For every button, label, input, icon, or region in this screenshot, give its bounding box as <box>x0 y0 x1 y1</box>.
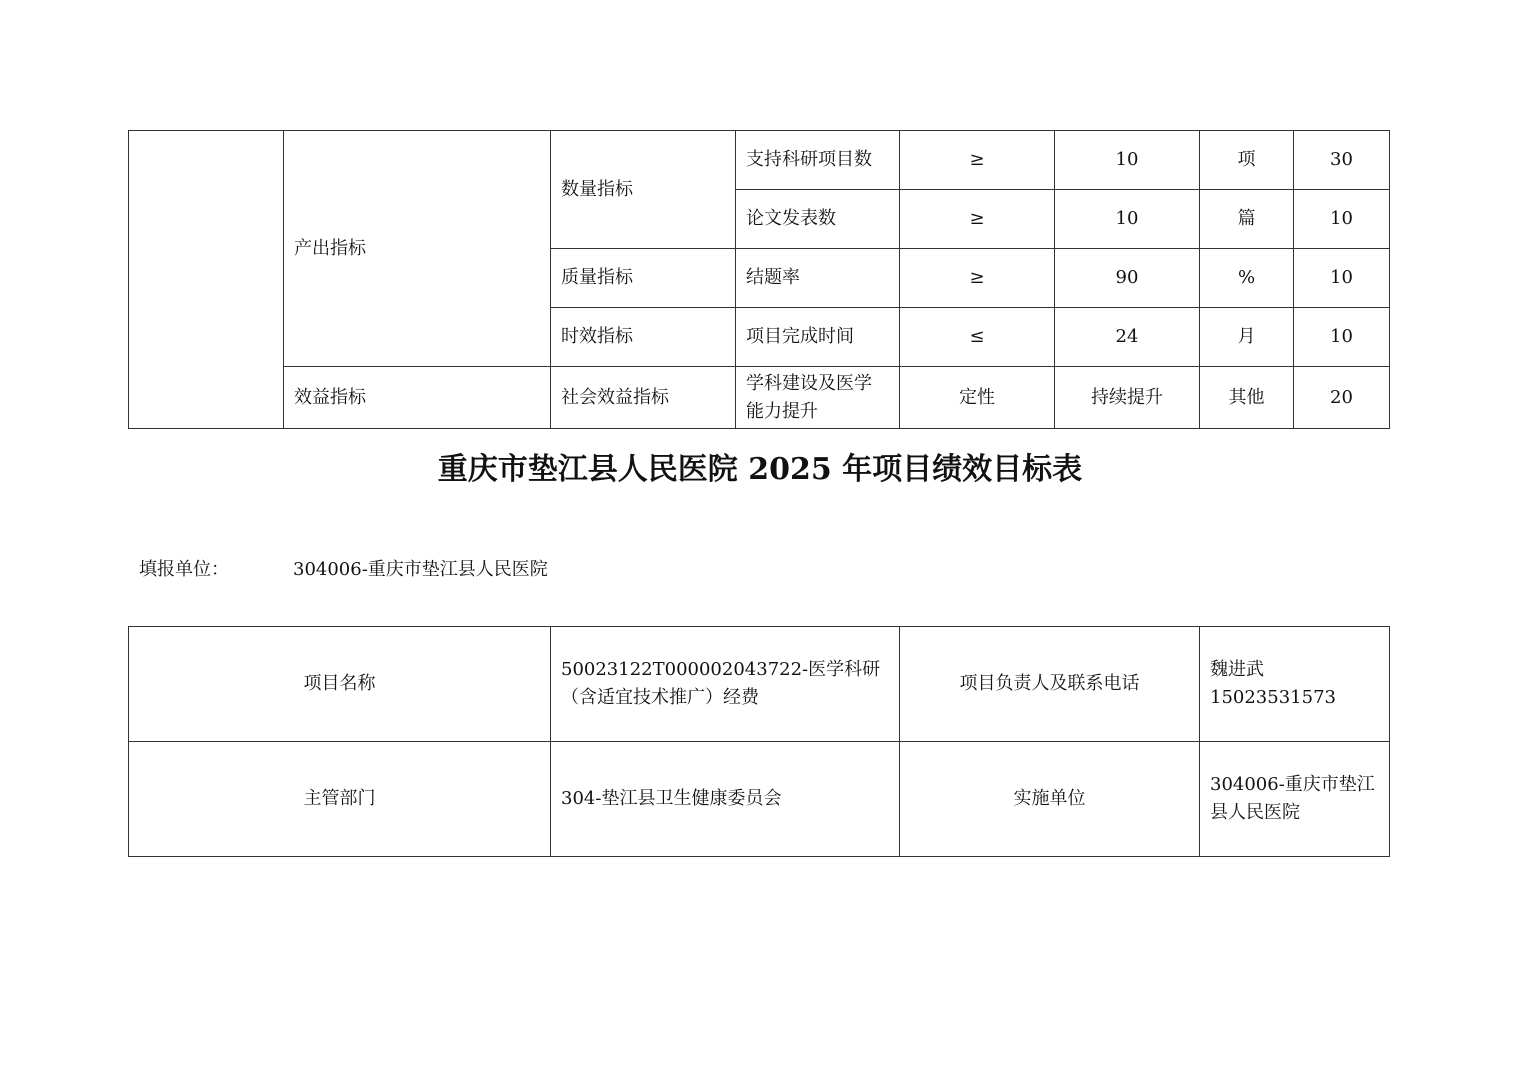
reporting-unit-value: 304006-重庆市垫江县人民医院 <box>293 559 548 580</box>
dept-label: 主管部门 <box>129 742 551 857</box>
project-info-table <box>128 626 1390 857</box>
performance-indicator-table <box>128 130 1390 429</box>
indicator-name: 支持科研项目数 <box>736 131 900 190</box>
indicator-operator: 定性 <box>900 367 1055 429</box>
page-title: 重庆市垫江县人民医院 2025 年项目绩效目标表 <box>437 452 1083 487</box>
timeliness-indicator-cell: 时效指标 <box>551 308 736 367</box>
reporting-unit-label: 填报单位： <box>139 559 229 580</box>
indicator-operator: ≤ <box>900 308 1055 367</box>
indicator-value: 24 <box>1055 308 1200 367</box>
indicator-value: 持续提升 <box>1055 367 1200 429</box>
indicator-name: 项目完成时间 <box>736 308 900 367</box>
owner-phone: 15023531573 <box>1210 687 1336 708</box>
quality-indicator-cell: 质量指标 <box>551 249 736 308</box>
indicator-operator: ≥ <box>900 131 1055 190</box>
output-indicator-cell: 产出指标 <box>284 131 551 367</box>
impl-unit-value: 304006-重庆市垫江县人民医院 <box>1200 742 1390 857</box>
indicator-unit: 篇 <box>1200 190 1294 249</box>
social-benefit-indicator-cell: 社会效益指标 <box>551 367 736 429</box>
owner-value <box>1200 627 1390 742</box>
indicator-operator: ≥ <box>900 190 1055 249</box>
benefit-indicator-cell: 效益指标 <box>284 367 551 429</box>
indicator-score: 10 <box>1294 190 1390 249</box>
table-row <box>129 131 1390 190</box>
indicator-score: 30 <box>1294 131 1390 190</box>
quantity-indicator-cell: 数量指标 <box>551 131 736 249</box>
owner-label: 项目负责人及联系电话 <box>900 627 1200 742</box>
indicator-score: 10 <box>1294 249 1390 308</box>
indicator-score: 10 <box>1294 308 1390 367</box>
indicator-unit: 其他 <box>1200 367 1294 429</box>
owner-name: 魏进武 <box>1210 659 1264 680</box>
indicator-operator: ≥ <box>900 249 1055 308</box>
indicator-value: 90 <box>1055 249 1200 308</box>
indicator-value: 10 <box>1055 190 1200 249</box>
indicator-unit: 月 <box>1200 308 1294 367</box>
impl-unit-label: 实施单位 <box>900 742 1200 857</box>
project-name-value: 50023122T000002043722-医学科研（含适宜技术推广）经费 <box>551 627 900 742</box>
indicator-name: 论文发表数 <box>736 190 900 249</box>
indicator-unit: % <box>1200 249 1294 308</box>
indicator-value: 10 <box>1055 131 1200 190</box>
first-level-indicator-cell <box>129 131 284 429</box>
project-name-label: 项目名称 <box>129 627 551 742</box>
indicator-unit: 项 <box>1200 131 1294 190</box>
indicator-name: 结题率 <box>736 249 900 308</box>
table-row <box>129 627 1390 742</box>
reporting-unit <box>139 556 548 584</box>
indicator-score: 20 <box>1294 367 1390 429</box>
table-row <box>129 367 1390 429</box>
dept-value: 304-垫江县卫生健康委员会 <box>551 742 900 857</box>
table-row <box>129 742 1390 857</box>
indicator-name: 学科建设及医学能力提升 <box>736 367 900 429</box>
